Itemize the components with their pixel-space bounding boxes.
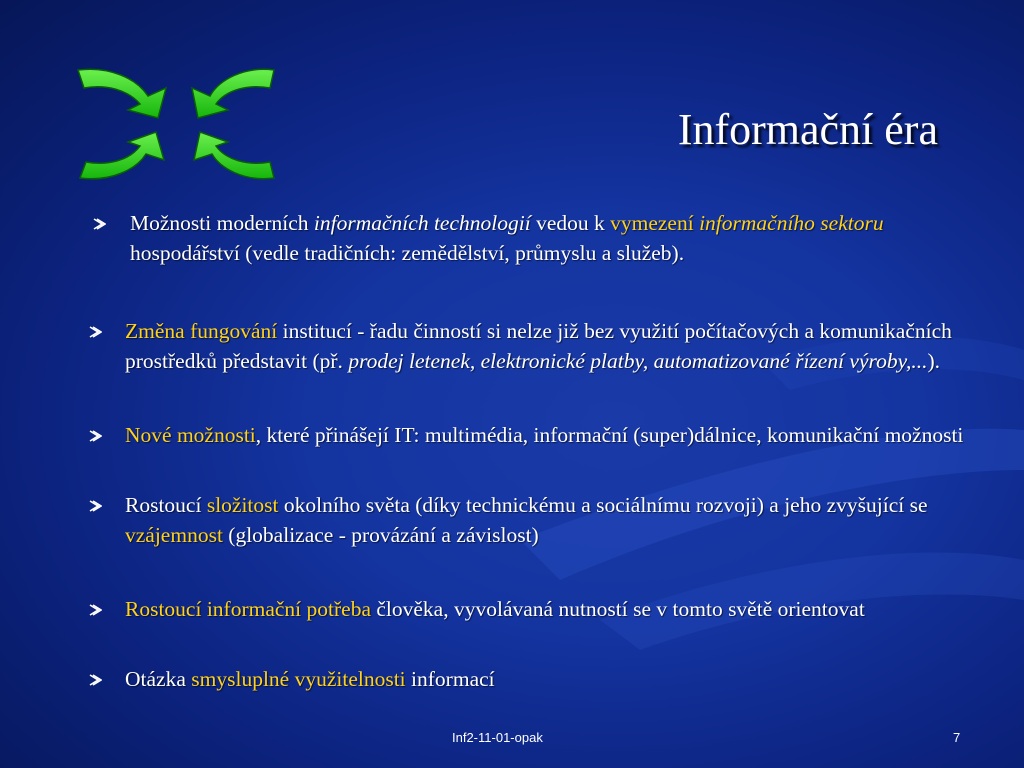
bullet-item (125, 316, 995, 376)
bullet-text-segment: prodej letenek, elektronické platby, automatizované řízení výroby,... (348, 349, 928, 373)
bullet-text-segment: vedou k (530, 211, 611, 235)
bullet-arrow-icon (88, 325, 102, 339)
bullet-text-segment: Změna fungování (125, 319, 278, 343)
bullet-text-segment: , které přinášejí IT: multimédia, informační (super)dálnice, komunikační možnosti (255, 423, 964, 447)
bullet-text-segment: složitost (206, 493, 279, 517)
bullet-arrow-icon (88, 673, 102, 687)
bullet-text-segment: Nové možnosti (125, 423, 256, 447)
bullet-arrow-icon (92, 217, 106, 231)
bullet-text-segment: Rostoucí informační potřeba (125, 597, 371, 621)
bullet-text-segment: Otázka (125, 667, 192, 691)
bullet-text-segment: vzájemnost (125, 523, 223, 547)
bullet-text-segment: člověka, vyvolávaná nutností se v tomto světě orientovat (371, 597, 865, 621)
bullet-text-segment: Možnosti moderních (130, 211, 314, 235)
slide-title: Informační éra (677, 105, 938, 154)
bullet-text-segment: informačního sektoru (699, 211, 884, 235)
bullet-item (130, 208, 930, 268)
bullet-item (125, 490, 995, 550)
bullet-text-segment: okolního světa (díky technickému a sociálnímu rozvoji) a jeho zvyšující se (278, 493, 928, 517)
bullet-text-segment: hospodářství (vedle tradičních: zemědělství, průmyslu a služeb). (130, 241, 685, 265)
bullet-text-segment: Rostoucí (125, 493, 207, 517)
bullet-item (125, 594, 995, 624)
bullet-text-segment: (globalizace - provázání a závislost) (222, 523, 539, 547)
bullet-text-segment: ). (927, 349, 940, 373)
bullet-text-segment: informačních technologií (313, 211, 531, 235)
bullet-arrow-icon (88, 603, 102, 617)
bullet-text-segment: informací (405, 667, 495, 691)
bullet-text-segment: vymezení (610, 211, 694, 235)
bullet-arrow-icon (88, 499, 102, 513)
footer-text: Inf2-11-01-opak (452, 730, 543, 745)
bullet-text-segment: institucí - řadu činností si nelze již bez využití počítačových a komunikačních prostředků představit (př. (125, 319, 952, 373)
bullet-arrow-icon (88, 429, 102, 443)
bullet-item (125, 420, 995, 450)
bullet-item (125, 664, 995, 694)
bullet-text-segment: smysluplné využitelnosti (191, 667, 406, 691)
page-number: 7 (953, 730, 961, 745)
